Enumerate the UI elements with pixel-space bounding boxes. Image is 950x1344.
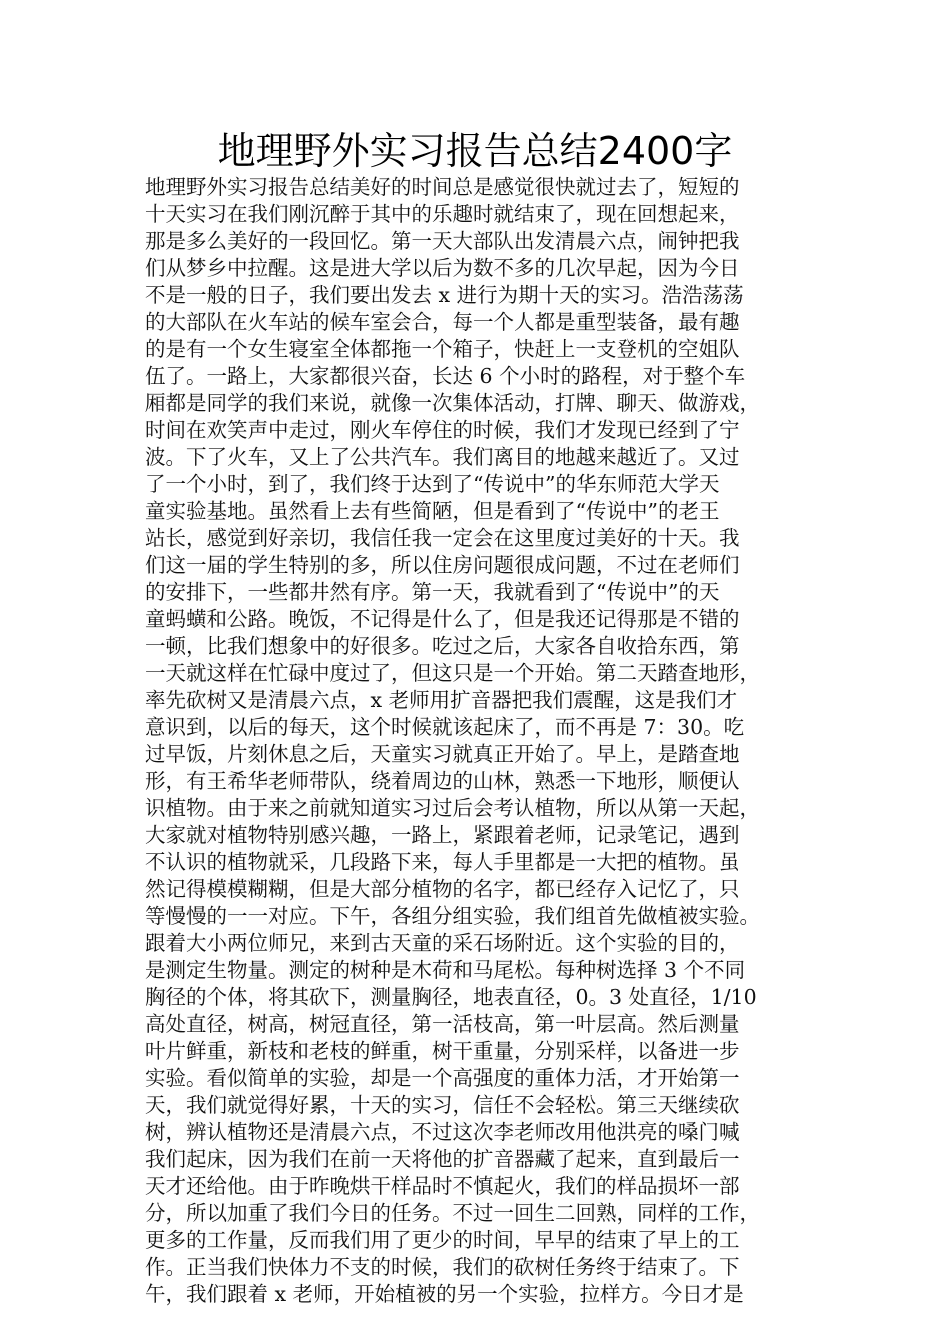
body-line: 树，辨认植物还是清晨六点，不过这次李老师改用他洪亮的嗓门喊 bbox=[145, 1120, 740, 1144]
body-line: 等慢慢的一一对应。下午，各组分组实验，我们组首先做植被实验。 bbox=[145, 904, 760, 928]
body-line: 们从梦乡中拉醒。这是进大学以后为数不多的几次早起，因为今日 bbox=[145, 256, 740, 280]
body-line: 午，我们跟着 x 老师，开始植被的另一个实验，拉样方。今日才是 bbox=[145, 1282, 744, 1306]
body-line: 一天就这样在忙碌中度过了，但这只是一个开始。第二天踏查地形， bbox=[145, 661, 760, 685]
body-line: 跟着大小两位师兄，来到古天童的采石场附近。这个实验的目的， bbox=[145, 931, 740, 955]
body-line: 童实验基地。虽然看上去有些简陋，但是看到了“传说中”的老王 bbox=[145, 499, 720, 523]
body-line: 十天实习在我们刚沉醉于其中的乐趣时就结束了，现在回想起来， bbox=[145, 202, 740, 226]
body-line: 实验。看似简单的实验，却是一个高强度的重体力活，才开始第一 bbox=[145, 1066, 740, 1090]
body-line: 形，有王希华老师带队，绕着周边的山林，熟悉一下地形，顺便认 bbox=[145, 769, 740, 793]
body-line: 的是有一个女生寝室全体都拖一个箱子，快赶上一支登机的空姐队 bbox=[145, 337, 740, 361]
body-line: 不认识的植物就采，几段路下来，每人手里都是一大把的植物。虽 bbox=[145, 850, 740, 874]
document-body bbox=[145, 174, 825, 1308]
body-line: 分，所以加重了我们今日的任务。不过一回生二回熟，同样的工作， bbox=[145, 1201, 760, 1225]
body-line: 更多的工作量，反而我们用了更少的时间，早早的结束了早上的工 bbox=[145, 1228, 740, 1252]
body-line: 率先砍树又是清晨六点，x 老师用扩音器把我们震醒，这是我们才 bbox=[145, 688, 738, 712]
body-line: 我们起床，因为我们在前一天将他的扩音器藏了起来，直到最后一 bbox=[145, 1147, 740, 1171]
body-line: 天才还给他。由于昨晚烘干样品时不慎起火，我们的样品损坏一部 bbox=[145, 1174, 740, 1198]
body-line: 意识到，以后的每天，这个时候就该起床了，而不再是 7：30。吃 bbox=[145, 715, 745, 739]
body-line: 波。下了火车，又上了公共汽车。我们离目的地越来越近了。又过 bbox=[145, 445, 740, 469]
body-line: 时间在欢笑声中走过，刚火车停住的时候，我们才发现已经到了宁 bbox=[145, 418, 740, 442]
body-line: 胸径的个体，将其砍下，测量胸径，地表直径，0。3 处直径，1/10 bbox=[145, 985, 757, 1009]
body-line: 是测定生物量。测定的树种是木荷和马尾松。每种树选择 3 个不同 bbox=[145, 958, 746, 982]
body-line: 地理野外实习报告总结美好的时间总是感觉很快就过去了，短短的 bbox=[145, 175, 740, 199]
body-line: 了一个小时，到了，我们终于达到了“传说中”的华东师范大学天 bbox=[145, 472, 720, 496]
body-line: 天，我们就觉得好累，十天的实习，信任不会轻松。第三天继续砍 bbox=[145, 1093, 740, 1117]
body-line: 作。正当我们快体力不支的时候，我们的砍树任务终于结束了。下 bbox=[145, 1255, 740, 1279]
body-line: 叶片鲜重，新枝和老枝的鲜重，树干重量，分别采样，以备进一步 bbox=[145, 1039, 740, 1063]
body-line: 大家就对植物特别感兴趣，一路上，紧跟着老师，记录笔记，遇到 bbox=[145, 823, 740, 847]
body-line: 一顿，比我们想象中的好很多。吃过之后，大家各自收拾东西，第 bbox=[145, 634, 740, 658]
body-line: 那是多么美好的一段回忆。第一天大部队出发清晨六点，闹钟把我 bbox=[145, 229, 740, 253]
body-line: 站长，感觉到好亲切，我信任我一定会在这里度过美好的十天。我 bbox=[145, 526, 740, 550]
body-line: 的大部队在火车站的候车室会合，每一个人都是重型装备，最有趣 bbox=[145, 310, 740, 334]
body-line: 们这一届的学生特别的多，所以住房问题很成问题，不过在老师们 bbox=[145, 553, 740, 577]
body-line: 伍了。一路上，大家都很兴奋，长达 6 个小时的路程，对于整个车 bbox=[145, 364, 746, 388]
body-line: 高处直径，树高，树冠直径，第一活枝高，第一叶层高。然后测量 bbox=[145, 1012, 740, 1036]
body-line: 童蚂蟥和公路。晚饭，不记得是什么了，但是我还记得那是不错的 bbox=[145, 607, 740, 631]
body-line: 不是一般的日子，我们要出发去 x 进行为期十天的实习。浩浩荡荡 bbox=[145, 283, 744, 307]
document-title: 地理野外实习报告总结2400字 bbox=[217, 129, 733, 173]
body-line: 的安排下，一些都井然有序。第一天，我就看到了“传说中”的天 bbox=[145, 580, 720, 604]
body-line: 识植物。由于来之前就知道实习过后会考认植物，所以从第一天起， bbox=[145, 796, 760, 820]
body-line: 厢都是同学的我们来说，就像一次集体活动，打牌、聊天、做游戏， bbox=[145, 391, 760, 415]
body-line: 然记得模模糊糊，但是大部分植物的名字，都已经存入记忆了，只 bbox=[145, 877, 740, 901]
body-line: 过早饭，片刻休息之后，天童实习就真正开始了。早上，是踏查地 bbox=[145, 742, 740, 766]
